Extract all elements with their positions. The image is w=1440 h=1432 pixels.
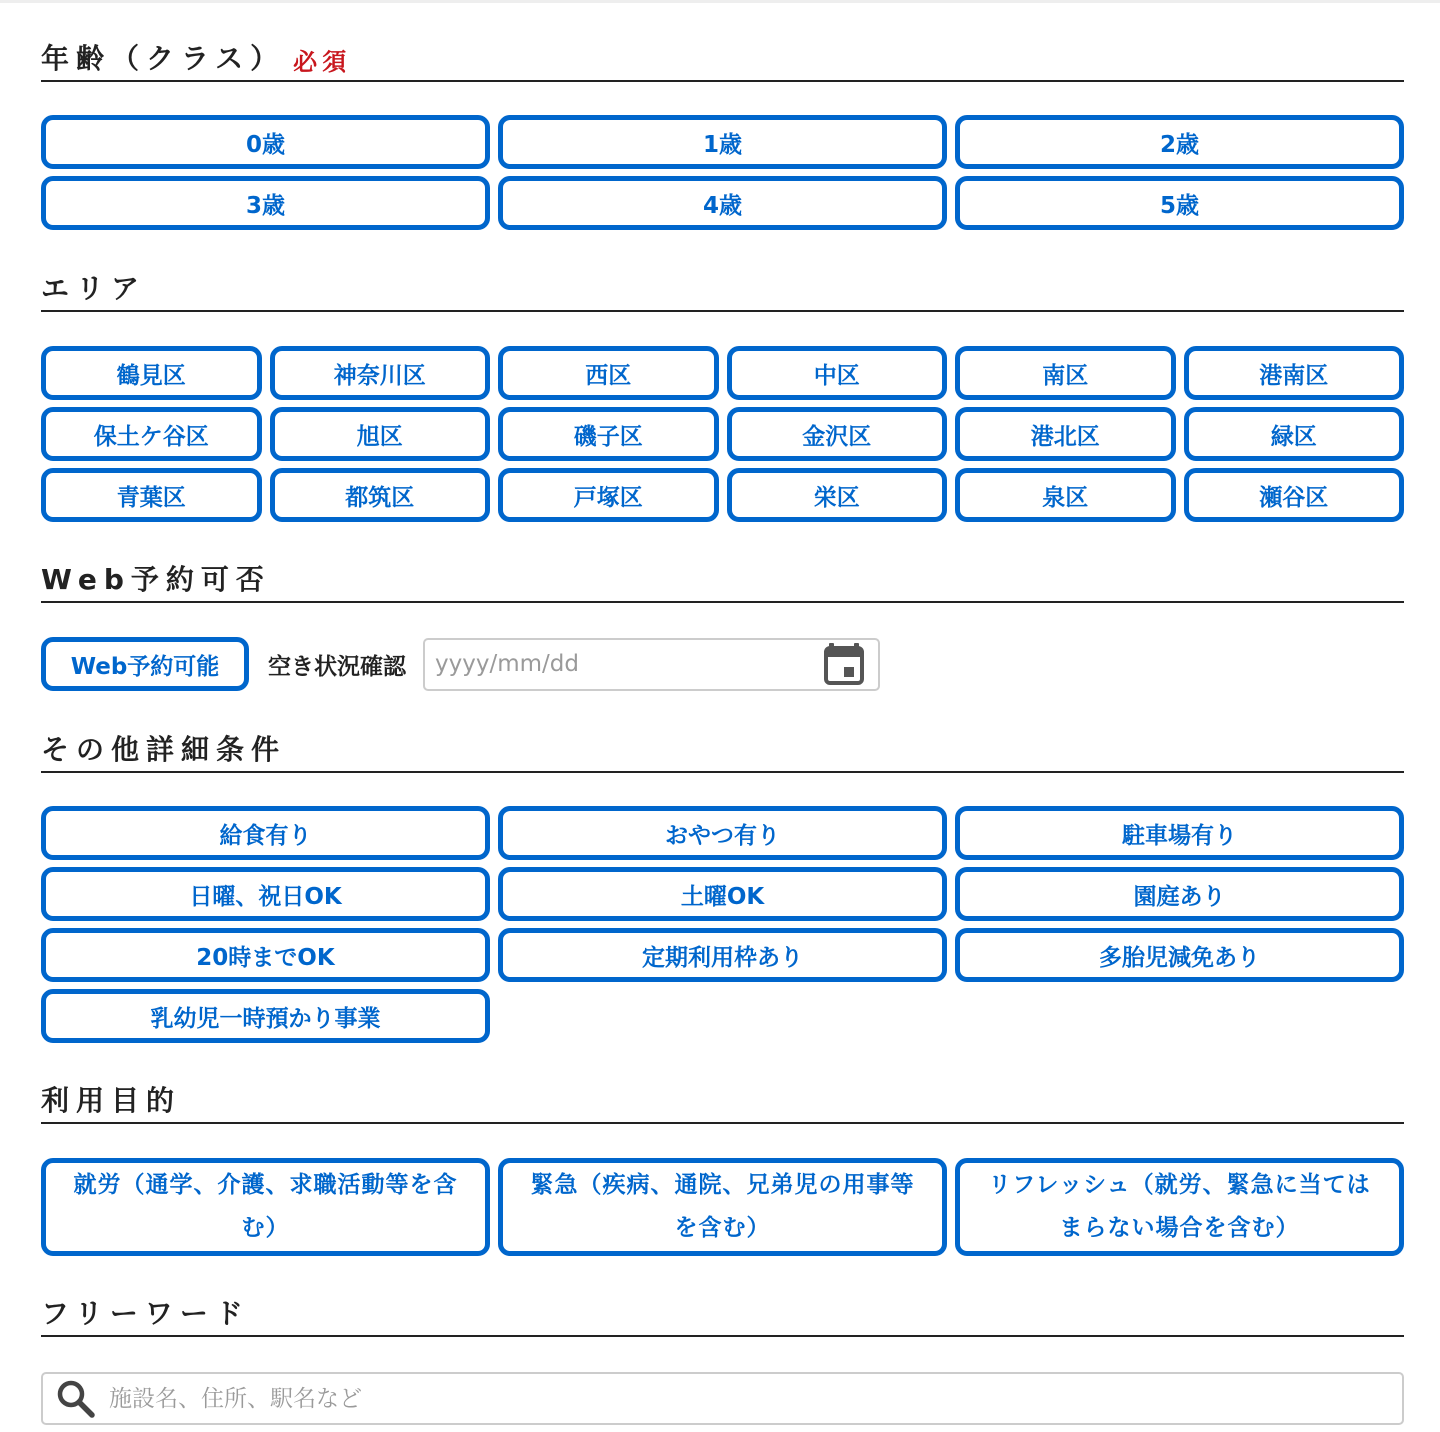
web-reservation-section-title xyxy=(41,521,1404,603)
age-option-3[interactable]: 3歳 xyxy=(41,176,490,230)
vacancy-check-label: 空き状況確認 xyxy=(268,653,406,680)
area-option-kanazawa[interactable]: 金沢区 xyxy=(727,407,948,461)
area-option-nishi[interactable]: 西区 xyxy=(498,346,719,400)
purpose-work[interactable]: 就労（通学、介護、求職活動等を含む） xyxy=(41,1158,490,1256)
area-options xyxy=(41,346,1404,522)
area-option-seya[interactable]: 瀬谷区 xyxy=(1184,468,1405,522)
area-option-izumi[interactable]: 泉区 xyxy=(955,468,1176,522)
web-reservation-button[interactable]: Web予約可能 xyxy=(41,637,249,691)
age-option-0[interactable]: 0歳 xyxy=(41,115,490,169)
condition-saturday[interactable]: 土曜OK xyxy=(498,867,947,921)
area-option-aoba[interactable]: 青葉区 xyxy=(41,468,262,522)
search-icon xyxy=(55,1378,97,1420)
age-option-5[interactable]: 5歳 xyxy=(955,176,1404,230)
age-option-1[interactable]: 1歳 xyxy=(498,115,947,169)
age-options xyxy=(41,115,1404,230)
age-section-title xyxy=(41,0,1404,82)
web-reservation-title-text: Web予約可否 xyxy=(41,563,271,596)
freeword-section-title xyxy=(41,1255,1404,1337)
calendar-icon[interactable] xyxy=(824,643,864,685)
condition-sunday-holiday[interactable]: 日曜、祝日OK xyxy=(41,867,490,921)
condition-multiple-birth[interactable]: 多胎児減免あり xyxy=(955,928,1404,982)
condition-parking[interactable]: 駐車場有り xyxy=(955,806,1404,860)
condition-garden[interactable]: 園庭あり xyxy=(955,867,1404,921)
area-title-text: エリア xyxy=(41,272,147,305)
other-conditions-options xyxy=(41,806,1404,1043)
area-option-sakae[interactable]: 栄区 xyxy=(727,468,948,522)
age-option-4[interactable]: 4歳 xyxy=(498,176,947,230)
area-option-totsuka[interactable]: 戸塚区 xyxy=(498,468,719,522)
other-conditions-title-text: その他詳細条件 xyxy=(41,733,287,766)
purpose-refresh[interactable]: リフレッシュ（就労、緊急に当てはまらない場合を含む） xyxy=(955,1158,1404,1256)
purpose-title-text: 利用目的 xyxy=(41,1084,182,1117)
freeword-title-text: フリーワード xyxy=(41,1297,250,1330)
condition-temporary-care[interactable]: 乳幼児一時預かり事業 xyxy=(41,989,490,1043)
area-option-hodogaya[interactable]: 保土ケ谷区 xyxy=(41,407,262,461)
purpose-emergency[interactable]: 緊急（疾病、通院、兄弟児の用事等を含む） xyxy=(498,1158,947,1256)
age-title-text: 年齢（クラス） xyxy=(41,42,286,75)
area-option-tsurumi[interactable]: 鶴見区 xyxy=(41,346,262,400)
purpose-options xyxy=(41,1158,1404,1256)
web-reservation-row xyxy=(41,637,880,691)
area-option-tsuzuki[interactable]: 都筑区 xyxy=(270,468,491,522)
search-input[interactable] xyxy=(109,1386,1359,1412)
area-option-konan[interactable]: 港南区 xyxy=(1184,346,1405,400)
area-option-naka[interactable]: 中区 xyxy=(727,346,948,400)
required-badge: 必須 xyxy=(293,48,352,76)
date-field[interactable] xyxy=(423,638,880,691)
condition-snack[interactable]: おやつ有り xyxy=(498,806,947,860)
date-input[interactable] xyxy=(435,651,795,677)
freeword-search-field[interactable] xyxy=(41,1372,1404,1425)
condition-until-20[interactable]: 20時までOK xyxy=(41,928,490,982)
area-option-kohoku[interactable]: 港北区 xyxy=(955,407,1176,461)
area-option-asahi[interactable]: 旭区 xyxy=(270,407,491,461)
area-option-midori[interactable]: 緑区 xyxy=(1184,407,1405,461)
condition-meal[interactable]: 給食有り xyxy=(41,806,490,860)
area-option-isogo[interactable]: 磯子区 xyxy=(498,407,719,461)
area-option-minami[interactable]: 南区 xyxy=(955,346,1176,400)
condition-regular-slot[interactable]: 定期利用枠あり xyxy=(498,928,947,982)
age-option-2[interactable]: 2歳 xyxy=(955,115,1404,169)
other-conditions-section-title xyxy=(41,691,1404,773)
area-section-title xyxy=(41,230,1404,312)
area-option-kanagawa[interactable]: 神奈川区 xyxy=(270,346,491,400)
purpose-section-title xyxy=(41,1042,1404,1124)
